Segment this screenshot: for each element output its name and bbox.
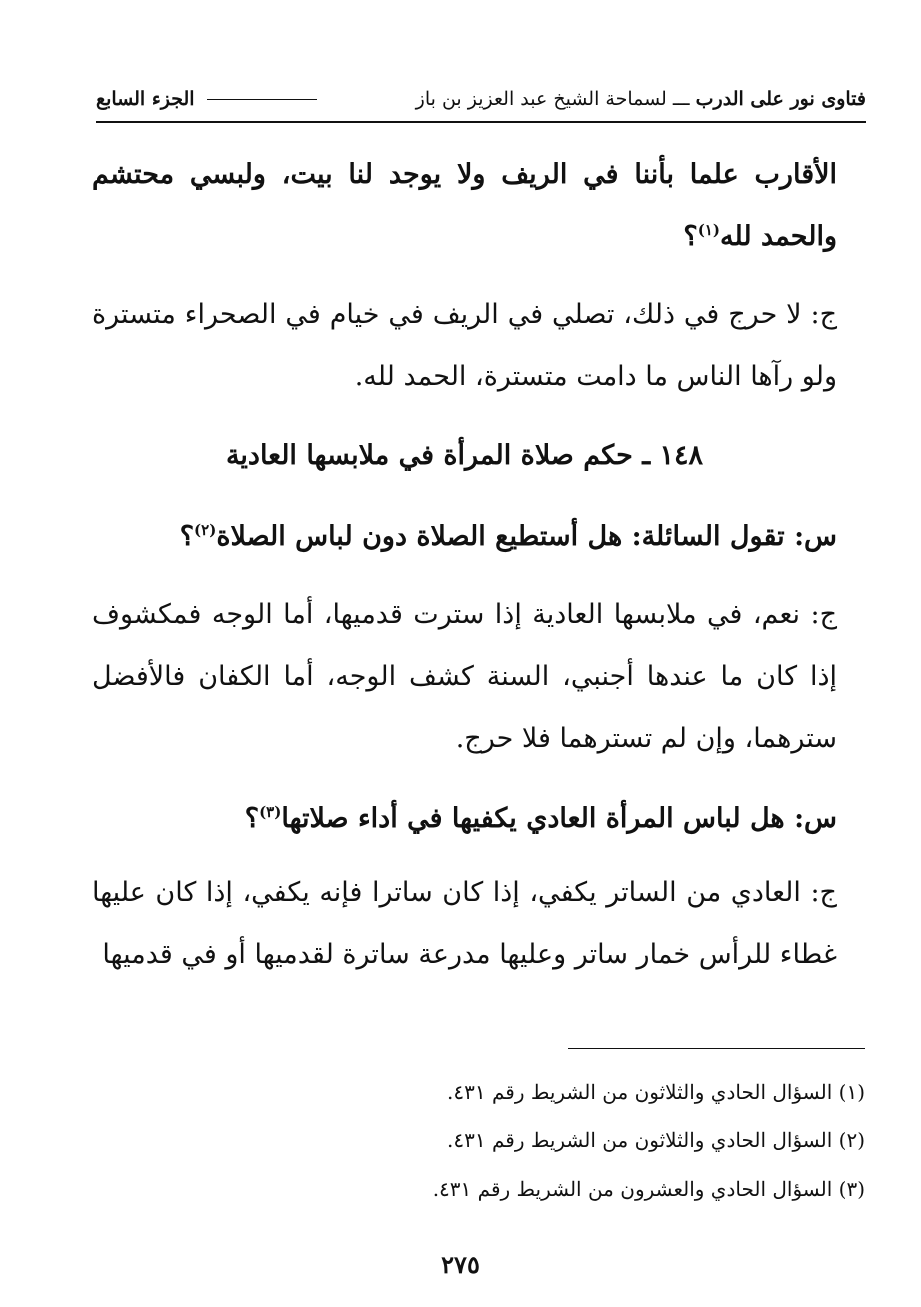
- part-title: الجزء السابع: [96, 88, 195, 110]
- footnote-separator: [568, 1048, 865, 1049]
- footnote-ref-1: (١): [697, 221, 720, 239]
- paragraph-question-3: [92, 788, 837, 850]
- section-heading-text: ١٤٨ ـ حكم صلاة المرأة في ملابسها العادية: [225, 440, 704, 471]
- footnote-ref-2: (٢): [194, 521, 217, 539]
- paragraph-question-continuation: [92, 144, 837, 268]
- answer-1-text: ج: لا حرج في ذلك، تصلي في الريف في خيام في الصحراء متسترة ولو رآها الناس ما دامت متسترة، الحمد لله.: [92, 299, 837, 392]
- running-header: [96, 88, 866, 118]
- footnote-3: (٣) السؤال الحادي والعشرون من الشريط رقم ٤٣١.: [432, 1177, 865, 1201]
- answer-3-text: ج: العادي من الساتر يكفي، إذا كان ساترا فإنه يكفي، إذا كان عليها غطاء للرأس خمار ساتر وعليها مدرعة ساترة لقدميها أو في قدميها: [92, 877, 837, 970]
- question-continuation-text: الأقارب علما بأننا في الريف ولا يوجد لنا بيت، ولبسي محتشم والحمد لله: [92, 159, 837, 252]
- header-left-group: [416, 88, 866, 110]
- question-mark: ؟: [244, 803, 260, 834]
- section-heading: [92, 436, 837, 476]
- footnote-ref-3: (٣): [259, 803, 282, 821]
- question-2-text: س: تقول السائلة: هل أستطيع الصلاة دون لباس الصلاة: [216, 521, 837, 552]
- paragraph-answer-3: [92, 862, 837, 986]
- paragraph-answer-1: [92, 284, 837, 408]
- answer-2-text: ج: نعم، في ملابسها العادية إذا سترت قدميها، أما الوجه فمكشوف إذا كان ما عندها أجنبي، السنة كشف الوجه، أما الكفان فالأفضل سترهما، وإن لم تسترهما فلا حرج.: [92, 599, 837, 754]
- header-line: [207, 99, 317, 100]
- footnote-2: (٢) السؤال الحادي والثلاثون من الشريط رقم ٤٣١.: [447, 1128, 865, 1152]
- question-3-text: س: هل لباس المرأة العادي يكفيها في أداء صلاتها: [281, 803, 837, 834]
- footnote-1: (١) السؤال الحادي والثلاثون من الشريط رقم ٤٣١.: [447, 1080, 865, 1104]
- question-mark: ؟: [683, 221, 698, 252]
- header-dash: ـــ: [672, 88, 690, 110]
- question-mark: ؟: [179, 521, 195, 552]
- header-right-group: [96, 88, 323, 110]
- author-name: لسماحة الشيخ عبد العزيز بن باز: [415, 88, 667, 110]
- paragraph-answer-2: [92, 584, 837, 770]
- paragraph-question-2: [92, 506, 837, 568]
- header-rule: [96, 121, 866, 123]
- book-title: فتاوى نور على الدرب: [695, 88, 866, 110]
- page-number: ٢٧٥: [441, 1250, 480, 1279]
